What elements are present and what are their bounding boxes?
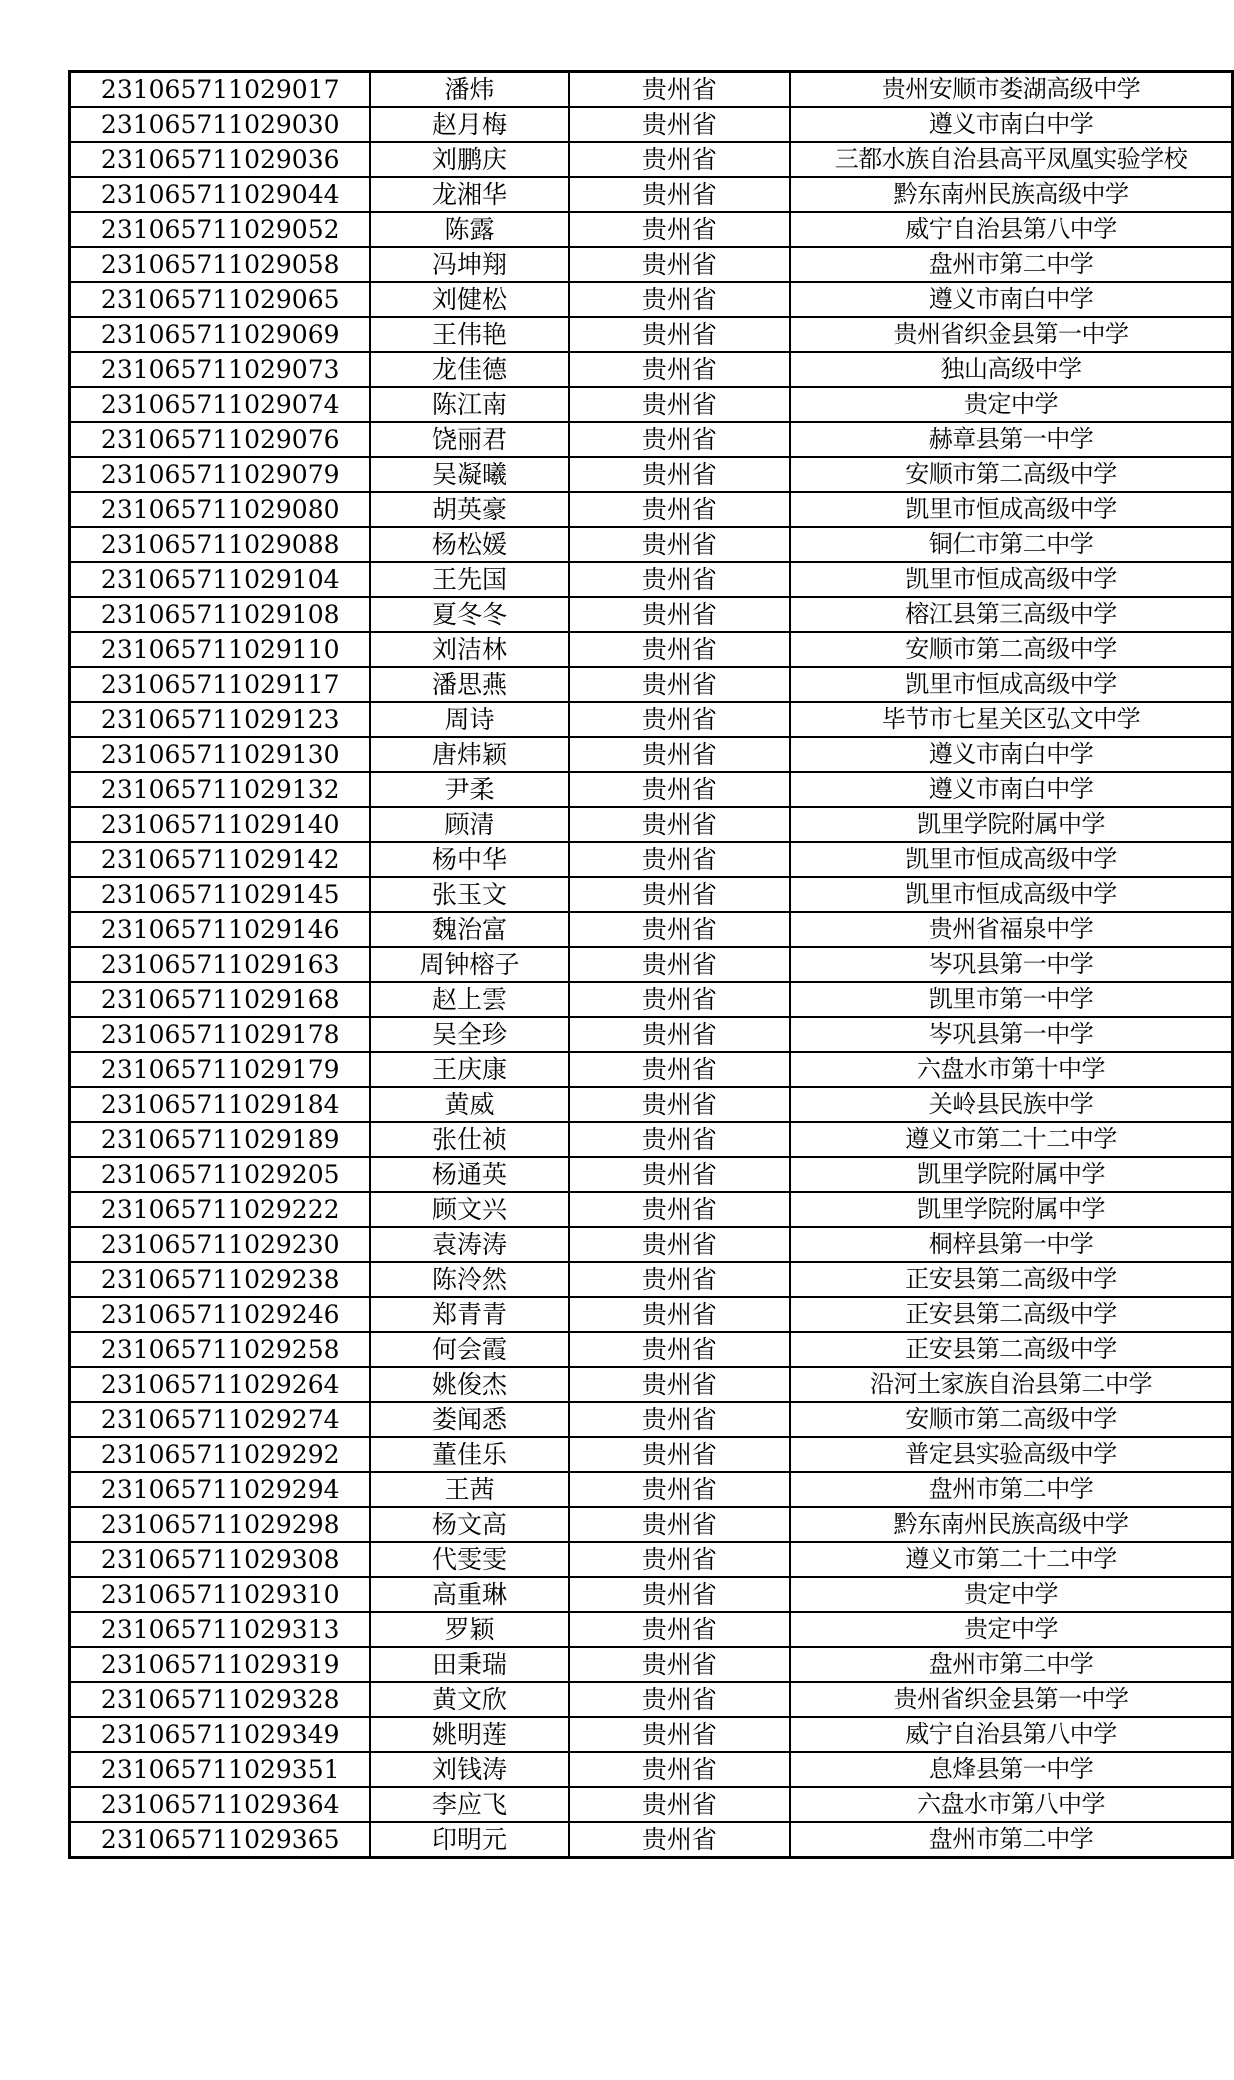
student-id-cell: 231065711029036	[70, 142, 371, 177]
table-row	[70, 1227, 1233, 1262]
province-cell: 贵州省	[569, 352, 790, 387]
student-id-cell: 231065711029132	[70, 772, 371, 807]
name-cell: 田秉瑞	[370, 1647, 568, 1682]
school-cell: 遵义市南白中学	[790, 107, 1232, 142]
name-cell: 尹柔	[370, 772, 568, 807]
school-cell: 贵定中学	[790, 1577, 1232, 1612]
name-cell: 顾清	[370, 807, 568, 842]
province-cell: 贵州省	[569, 492, 790, 527]
province-cell: 贵州省	[569, 1542, 790, 1577]
school-cell: 凯里市恒成高级中学	[790, 562, 1232, 597]
school-cell: 关岭县民族中学	[790, 1087, 1232, 1122]
province-cell: 贵州省	[569, 1752, 790, 1787]
student-id-cell: 231065711029294	[70, 1472, 371, 1507]
province-cell: 贵州省	[569, 667, 790, 702]
name-cell: 杨文高	[370, 1507, 568, 1542]
table-row	[70, 1157, 1233, 1192]
province-cell: 贵州省	[569, 1017, 790, 1052]
name-cell: 龙佳德	[370, 352, 568, 387]
student-id-cell: 231065711029069	[70, 317, 371, 352]
name-cell: 陈江南	[370, 387, 568, 422]
table-row	[70, 72, 1233, 108]
province-cell: 贵州省	[569, 1577, 790, 1612]
table-row	[70, 1472, 1233, 1507]
name-cell: 吴凝曦	[370, 457, 568, 492]
school-cell: 独山高级中学	[790, 352, 1232, 387]
table-row	[70, 1577, 1233, 1612]
school-cell: 遵义市南白中学	[790, 772, 1232, 807]
student-id-cell: 231065711029073	[70, 352, 371, 387]
province-cell: 贵州省	[569, 737, 790, 772]
school-cell: 三都水族自治县高平凤凰实验学校	[790, 142, 1232, 177]
table-row	[70, 457, 1233, 492]
school-cell: 黔东南州民族高级中学	[790, 177, 1232, 212]
school-cell: 铜仁市第二中学	[790, 527, 1232, 562]
table-row	[70, 387, 1233, 422]
school-cell: 盘州市第二中学	[790, 1822, 1232, 1858]
province-cell: 贵州省	[569, 387, 790, 422]
school-cell: 盘州市第二中学	[790, 1647, 1232, 1682]
province-cell: 贵州省	[569, 1507, 790, 1542]
student-id-cell: 231065711029080	[70, 492, 371, 527]
name-cell: 龙湘华	[370, 177, 568, 212]
table-row	[70, 1332, 1233, 1367]
province-cell: 贵州省	[569, 1402, 790, 1437]
name-cell: 印明元	[370, 1822, 568, 1858]
student-id-cell: 231065711029184	[70, 1087, 371, 1122]
name-cell: 刘洁林	[370, 632, 568, 667]
student-id-cell: 231065711029168	[70, 982, 371, 1017]
school-cell: 贵定中学	[790, 387, 1232, 422]
student-id-cell: 231065711029274	[70, 1402, 371, 1437]
province-cell: 贵州省	[569, 1367, 790, 1402]
student-id-cell: 231065711029205	[70, 1157, 371, 1192]
student-id-cell: 231065711029145	[70, 877, 371, 912]
table-row	[70, 667, 1233, 702]
province-cell: 贵州省	[569, 72, 790, 108]
province-cell: 贵州省	[569, 702, 790, 737]
school-cell: 遵义市南白中学	[790, 282, 1232, 317]
table-row	[70, 807, 1233, 842]
student-id-cell: 231065711029189	[70, 1122, 371, 1157]
student-id-cell: 231065711029130	[70, 737, 371, 772]
table-row	[70, 877, 1233, 912]
name-cell: 杨中华	[370, 842, 568, 877]
province-cell: 贵州省	[569, 877, 790, 912]
table-row	[70, 492, 1233, 527]
school-cell: 贵州省织金县第一中学	[790, 1682, 1232, 1717]
province-cell: 贵州省	[569, 632, 790, 667]
name-cell: 罗颖	[370, 1612, 568, 1647]
province-cell: 贵州省	[569, 597, 790, 632]
student-id-cell: 231065711029142	[70, 842, 371, 877]
table-row	[70, 1647, 1233, 1682]
school-cell: 正安县第二高级中学	[790, 1262, 1232, 1297]
name-cell: 张仕祯	[370, 1122, 568, 1157]
name-cell: 夏冬冬	[370, 597, 568, 632]
table-row	[70, 737, 1233, 772]
student-id-cell: 231065711029364	[70, 1787, 371, 1822]
table-row	[70, 1017, 1233, 1052]
table-row	[70, 282, 1233, 317]
name-cell: 黄文欣	[370, 1682, 568, 1717]
province-cell: 贵州省	[569, 1822, 790, 1858]
name-cell: 王茜	[370, 1472, 568, 1507]
province-cell: 贵州省	[569, 1297, 790, 1332]
student-id-cell: 231065711029246	[70, 1297, 371, 1332]
school-cell: 安顺市第二高级中学	[790, 457, 1232, 492]
student-id-cell: 231065711029292	[70, 1437, 371, 1472]
name-cell: 胡英豪	[370, 492, 568, 527]
table-row	[70, 527, 1233, 562]
table-row	[70, 1437, 1233, 1472]
table-row	[70, 1752, 1233, 1787]
province-cell: 贵州省	[569, 982, 790, 1017]
student-id-cell: 231065711029308	[70, 1542, 371, 1577]
student-id-cell: 231065711029044	[70, 177, 371, 212]
table-row	[70, 1192, 1233, 1227]
table-row	[70, 1052, 1233, 1087]
province-cell: 贵州省	[569, 1192, 790, 1227]
student-id-cell: 231065711029110	[70, 632, 371, 667]
school-cell: 凯里学院附属中学	[790, 1192, 1232, 1227]
school-cell: 威宁自治县第八中学	[790, 1717, 1232, 1752]
name-cell: 何会霞	[370, 1332, 568, 1367]
school-cell: 安顺市第二高级中学	[790, 632, 1232, 667]
school-cell: 贵州省福泉中学	[790, 912, 1232, 947]
student-id-cell: 231065711029079	[70, 457, 371, 492]
province-cell: 贵州省	[569, 1717, 790, 1752]
province-cell: 贵州省	[569, 1647, 790, 1682]
student-id-cell: 231065711029108	[70, 597, 371, 632]
name-cell: 刘鹏庆	[370, 142, 568, 177]
student-id-cell: 231065711029030	[70, 107, 371, 142]
school-cell: 息烽县第一中学	[790, 1752, 1232, 1787]
name-cell: 娄闻悉	[370, 1402, 568, 1437]
school-cell: 岑巩县第一中学	[790, 947, 1232, 982]
student-id-cell: 231065711029088	[70, 527, 371, 562]
name-cell: 冯坤翔	[370, 247, 568, 282]
table-row	[70, 982, 1233, 1017]
name-cell: 张玉文	[370, 877, 568, 912]
school-cell: 盘州市第二中学	[790, 247, 1232, 282]
province-cell: 贵州省	[569, 317, 790, 352]
province-cell: 贵州省	[569, 422, 790, 457]
table-row	[70, 632, 1233, 667]
province-cell: 贵州省	[569, 142, 790, 177]
school-cell: 贵定中学	[790, 1612, 1232, 1647]
student-id-cell: 231065711029328	[70, 1682, 371, 1717]
student-id-cell: 231065711029178	[70, 1017, 371, 1052]
name-cell: 潘炜	[370, 72, 568, 108]
province-cell: 贵州省	[569, 1052, 790, 1087]
school-cell: 安顺市第二高级中学	[790, 1402, 1232, 1437]
name-cell: 刘钱涛	[370, 1752, 568, 1787]
student-id-cell: 231065711029313	[70, 1612, 371, 1647]
student-id-cell: 231065711029052	[70, 212, 371, 247]
name-cell: 周诗	[370, 702, 568, 737]
school-cell: 贵州省织金县第一中学	[790, 317, 1232, 352]
table-row	[70, 107, 1233, 142]
name-cell: 周钟榕子	[370, 947, 568, 982]
table-body	[70, 72, 1233, 1858]
name-cell: 王伟艳	[370, 317, 568, 352]
province-cell: 贵州省	[569, 1682, 790, 1717]
school-cell: 正安县第二高级中学	[790, 1297, 1232, 1332]
province-cell: 贵州省	[569, 1612, 790, 1647]
province-cell: 贵州省	[569, 807, 790, 842]
table-row	[70, 212, 1233, 247]
name-cell: 潘思燕	[370, 667, 568, 702]
student-id-cell: 231065711029264	[70, 1367, 371, 1402]
school-cell: 六盘水市第十中学	[790, 1052, 1232, 1087]
province-cell: 贵州省	[569, 1087, 790, 1122]
province-cell: 贵州省	[569, 1437, 790, 1472]
province-cell: 贵州省	[569, 1787, 790, 1822]
school-cell: 六盘水市第八中学	[790, 1787, 1232, 1822]
student-id-cell: 231065711029298	[70, 1507, 371, 1542]
province-cell: 贵州省	[569, 1157, 790, 1192]
province-cell: 贵州省	[569, 177, 790, 212]
name-cell: 吴全珍	[370, 1017, 568, 1052]
table-row	[70, 352, 1233, 387]
name-cell: 姚明莲	[370, 1717, 568, 1752]
table-row	[70, 1612, 1233, 1647]
student-id-cell: 231065711029058	[70, 247, 371, 282]
student-id-cell: 231065711029258	[70, 1332, 371, 1367]
student-id-cell: 231065711029351	[70, 1752, 371, 1787]
student-id-cell: 231065711029179	[70, 1052, 371, 1087]
school-cell: 正安县第二高级中学	[790, 1332, 1232, 1367]
school-cell: 桐梓县第一中学	[790, 1227, 1232, 1262]
table-row	[70, 842, 1233, 877]
student-id-cell: 231065711029365	[70, 1822, 371, 1858]
province-cell: 贵州省	[569, 527, 790, 562]
school-cell: 凯里市第一中学	[790, 982, 1232, 1017]
student-id-cell: 231065711029163	[70, 947, 371, 982]
table-row	[70, 1507, 1233, 1542]
school-cell: 凯里市恒成高级中学	[790, 667, 1232, 702]
province-cell: 贵州省	[569, 1227, 790, 1262]
table-row	[70, 1367, 1233, 1402]
province-cell: 贵州省	[569, 1332, 790, 1367]
name-cell: 陈泠然	[370, 1262, 568, 1297]
name-cell: 李应飞	[370, 1787, 568, 1822]
school-cell: 凯里市恒成高级中学	[790, 492, 1232, 527]
name-cell: 郑青青	[370, 1297, 568, 1332]
student-id-cell: 231065711029065	[70, 282, 371, 317]
province-cell: 贵州省	[569, 107, 790, 142]
name-cell: 王先国	[370, 562, 568, 597]
school-cell: 凯里学院附属中学	[790, 807, 1232, 842]
table-row	[70, 562, 1233, 597]
name-cell: 唐炜颖	[370, 737, 568, 772]
table-row	[70, 1297, 1233, 1332]
province-cell: 贵州省	[569, 947, 790, 982]
student-id-cell: 231065711029123	[70, 702, 371, 737]
table-row	[70, 947, 1233, 982]
table-row	[70, 597, 1233, 632]
name-cell: 王庆康	[370, 1052, 568, 1087]
student-id-cell: 231065711029117	[70, 667, 371, 702]
province-cell: 贵州省	[569, 282, 790, 317]
school-cell: 遵义市南白中学	[790, 737, 1232, 772]
school-cell: 威宁自治县第八中学	[790, 212, 1232, 247]
name-cell: 刘健松	[370, 282, 568, 317]
student-id-cell: 231065711029074	[70, 387, 371, 422]
table-row	[70, 177, 1233, 212]
school-cell: 盘州市第二中学	[790, 1472, 1232, 1507]
student-id-cell: 231065711029104	[70, 562, 371, 597]
student-id-cell: 231065711029146	[70, 912, 371, 947]
table-row	[70, 1542, 1233, 1577]
table-row	[70, 1787, 1233, 1822]
name-cell: 杨松媛	[370, 527, 568, 562]
student-id-cell: 231065711029238	[70, 1262, 371, 1297]
name-cell: 饶丽君	[370, 422, 568, 457]
name-cell: 高重琳	[370, 1577, 568, 1612]
table-row	[70, 317, 1233, 352]
name-cell: 赵月梅	[370, 107, 568, 142]
school-cell: 岑巩县第一中学	[790, 1017, 1232, 1052]
table-row	[70, 1262, 1233, 1297]
school-cell: 贵州安顺市娄湖高级中学	[790, 72, 1232, 108]
school-cell: 榕江县第三高级中学	[790, 597, 1232, 632]
school-cell: 凯里学院附属中学	[790, 1157, 1232, 1192]
name-cell: 魏治富	[370, 912, 568, 947]
school-cell: 遵义市第二十二中学	[790, 1542, 1232, 1577]
school-cell: 毕节市七星关区弘文中学	[790, 702, 1232, 737]
table-row	[70, 1122, 1233, 1157]
table-row	[70, 1402, 1233, 1437]
student-id-cell: 231065711029076	[70, 422, 371, 457]
table-row	[70, 912, 1233, 947]
table-row	[70, 1822, 1233, 1858]
province-cell: 贵州省	[569, 212, 790, 247]
province-cell: 贵州省	[569, 247, 790, 282]
province-cell: 贵州省	[569, 842, 790, 877]
province-cell: 贵州省	[569, 457, 790, 492]
school-cell: 普定县实验高级中学	[790, 1437, 1232, 1472]
name-cell: 陈露	[370, 212, 568, 247]
student-id-cell: 231065711029017	[70, 72, 371, 108]
table-row	[70, 1682, 1233, 1717]
student-id-cell: 231065711029319	[70, 1647, 371, 1682]
table-row	[70, 142, 1233, 177]
province-cell: 贵州省	[569, 912, 790, 947]
name-cell: 姚俊杰	[370, 1367, 568, 1402]
name-cell: 袁涛涛	[370, 1227, 568, 1262]
table-row	[70, 1087, 1233, 1122]
school-cell: 凯里市恒成高级中学	[790, 842, 1232, 877]
school-cell: 黔东南州民族高级中学	[790, 1507, 1232, 1542]
school-cell: 凯里市恒成高级中学	[790, 877, 1232, 912]
province-cell: 贵州省	[569, 1472, 790, 1507]
table-row	[70, 702, 1233, 737]
table-row	[70, 247, 1233, 282]
province-cell: 贵州省	[569, 562, 790, 597]
name-cell: 杨通英	[370, 1157, 568, 1192]
school-cell: 赫章县第一中学	[790, 422, 1232, 457]
name-cell: 赵上雲	[370, 982, 568, 1017]
student-id-cell: 231065711029349	[70, 1717, 371, 1752]
province-cell: 贵州省	[569, 1122, 790, 1157]
school-cell: 沿河土家族自治县第二中学	[790, 1367, 1232, 1402]
student-id-cell: 231065711029222	[70, 1192, 371, 1227]
name-cell: 黄威	[370, 1087, 568, 1122]
student-id-cell: 231065711029140	[70, 807, 371, 842]
province-cell: 贵州省	[569, 1262, 790, 1297]
table-row	[70, 422, 1233, 457]
student-id-cell: 231065711029230	[70, 1227, 371, 1262]
name-cell: 顾文兴	[370, 1192, 568, 1227]
table-row	[70, 772, 1233, 807]
name-cell: 董佳乐	[370, 1437, 568, 1472]
school-cell: 遵义市第二十二中学	[790, 1122, 1232, 1157]
student-id-cell: 231065711029310	[70, 1577, 371, 1612]
table-row	[70, 1717, 1233, 1752]
province-cell: 贵州省	[569, 772, 790, 807]
student-table	[68, 70, 1234, 1859]
name-cell: 代雯雯	[370, 1542, 568, 1577]
